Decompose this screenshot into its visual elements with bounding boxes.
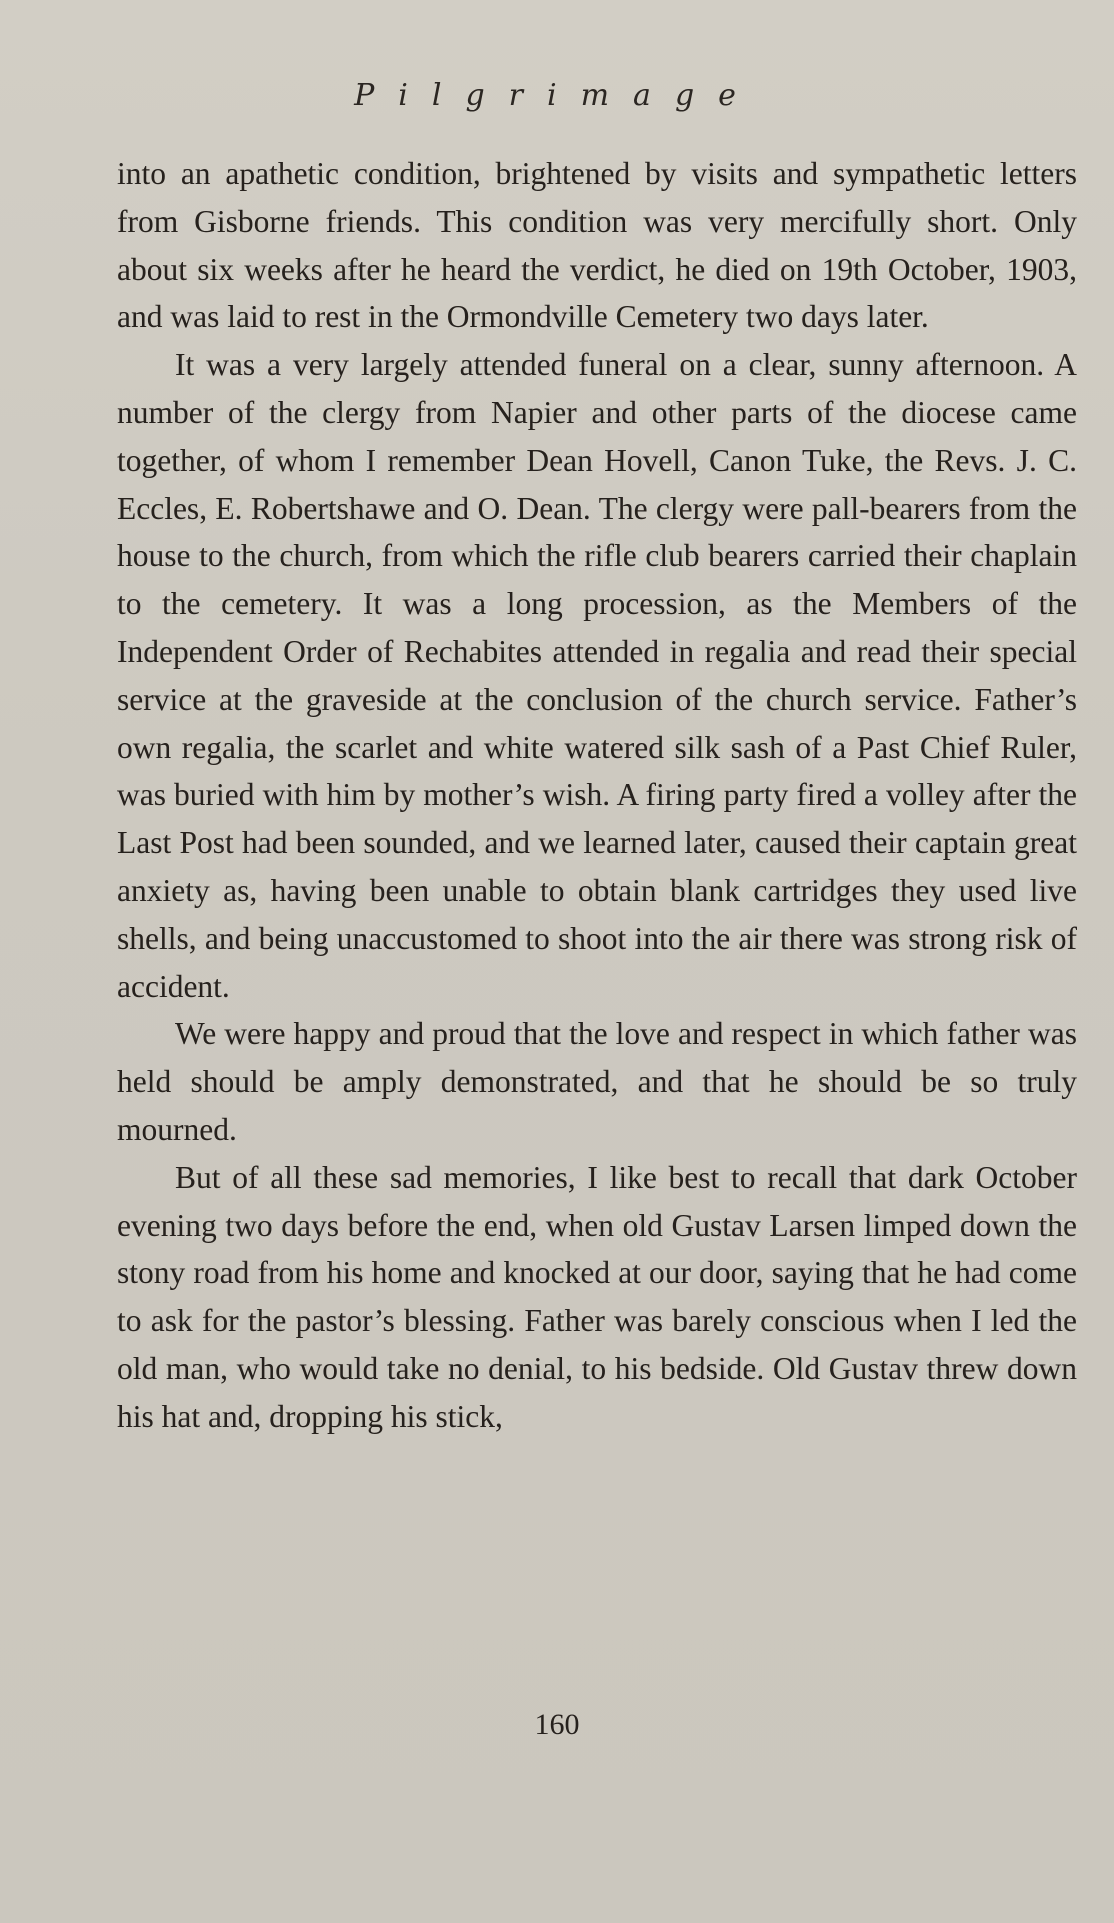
paragraph-2: It was a very largely attended funeral on a clear, sunny afternoon. A number of the clergy from Napier and other parts of the diocese came together, of whom I remember Dean Hovell, Canon Tuke, the Revs. J. C. Eccles, E. Robertshawe and O. Dean. The clergy were pall-bearers from the house to the church, from which the rifle club bearers carried their chaplain to the cemetery. It was a long procession, as the Members of the Independent Order of Rechabites attended in regalia and read their special service at the graveside at the conclusion of the church service. Father’s own regalia, the scarlet and white watered silk sash of a Past Chief Ruler, was buried with him by mother’s wish. A firing party fired a volley after the Last Post had been sounded, and we learned later, caused their captain great anxiety as, having been unable to obtain blank cartridges they used live shells, and being unaccustomed to shoot into the air there was strong risk of accident. xyxy=(117,347,1077,1004)
page-number: 160 xyxy=(534,1708,580,1741)
paragraph-3: We were happy and proud that the love and respect in which father was held should be amply demonstrated, and that he should be so truly mourned. xyxy=(117,1016,1077,1147)
body-text xyxy=(117,150,1077,1441)
paragraph-1: into an apathetic condition, brightened by visits and sympathetic letters from Gisborne friends. This condition was very mercifully short. Only about six weeks after he heard the verdict, he died on 19th October, 1903, and was laid to rest in the Ormondville Cemetery two days later. xyxy=(117,156,1077,335)
paragraph-4: But of all these sad memories, I like best to recall that dark October evening two days before the end, when old Gustav Larsen limped down the stony road from his home and knocked at our door, saying that he had come to ask for the pastor’s blessing. Father was barely conscious when I led the old man, who would take no denial, to his bedside. Old Gustav threw down his hat and, dropping his stick, xyxy=(117,1159,1077,1434)
running-head: Pilgrimage xyxy=(354,78,760,113)
